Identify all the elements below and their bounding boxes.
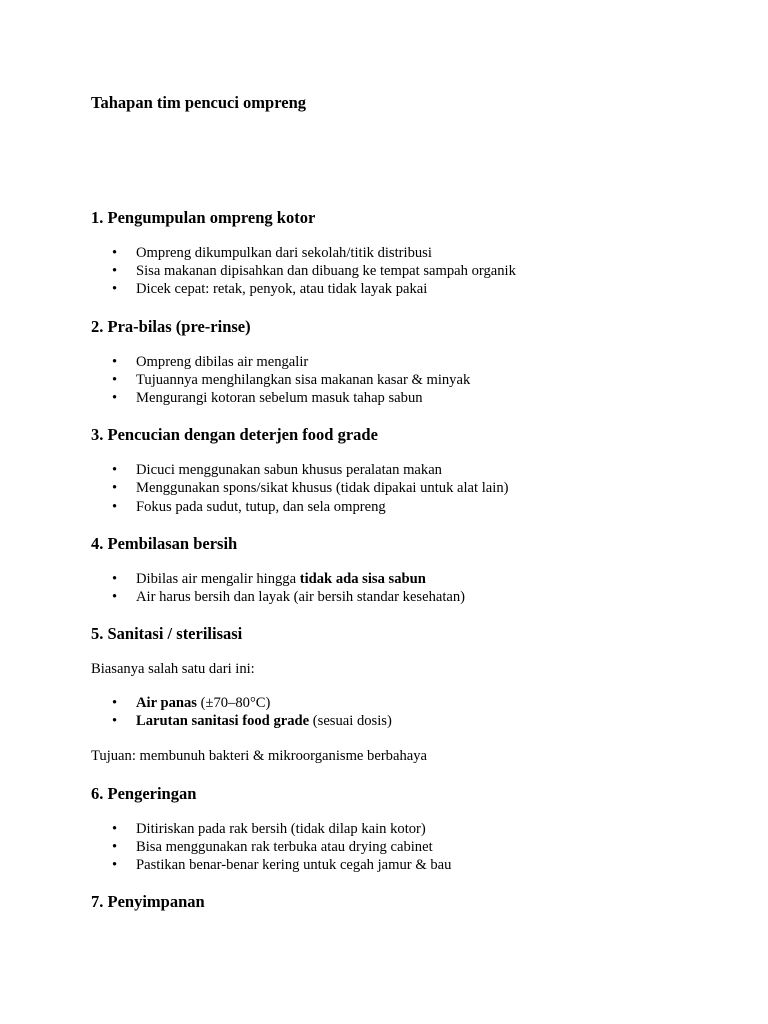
document-body: [91, 207, 731, 912]
section-heading-sanitasi: 5. Sanitasi / sterilisasi: [91, 624, 243, 644]
section-heading-pembilasan: 4. Pembilasan bersih: [91, 533, 238, 553]
document-title: Tahapan tim pencuci ompreng: [91, 93, 306, 112]
section-heading-pencucian: 3. Pencucian dengan deterjen food grade: [91, 425, 378, 445]
bullet-icon: •: [112, 462, 118, 479]
bullet-icon: •: [112, 588, 118, 605]
bullet-list-pencucian: [91, 461, 731, 516]
list-item: • Dicek cepat: retak, penyok, atau tidak layak pakai: [112, 281, 428, 298]
list-item: • Ditiriskan pada rak bersih (tidak dilap kain kotor): [112, 820, 426, 837]
bullet-icon: •: [112, 857, 118, 874]
list-item: • Ompreng dibilas air mengalir: [112, 353, 309, 370]
section-heading-penyimpanan: 7. Penyimpanan: [91, 892, 205, 912]
list-item: • Tujuannya menghilangkan sisa makanan kasar & minyak: [112, 371, 471, 388]
bullet-list-pra-bilas: [91, 353, 731, 408]
section-heading-pengeringan: 6. Pengeringan: [91, 783, 197, 803]
section-heading-pengumpulan: 1. Pengumpulan ompreng kotor: [91, 208, 316, 227]
list-item: • Air harus bersih dan layak (air bersih standar kesehatan): [112, 588, 466, 605]
bullet-list-pengumpulan: [91, 244, 731, 299]
list-item: • Air panas (±70–80°C): [112, 695, 271, 712]
list-item: • Dibilas air mengalir hingga tidak ada sisa sabun: [112, 570, 426, 587]
bullet-icon: •: [112, 498, 118, 515]
bullet-icon: •: [112, 713, 118, 730]
list-item: • Ompreng dikumpulkan dari sekolah/titik distribusi: [112, 245, 432, 261]
bullet-icon: •: [112, 820, 118, 837]
bullet-icon: •: [112, 839, 118, 855]
bullet-icon: •: [112, 281, 118, 298]
bullet-icon: •: [112, 353, 118, 370]
list-item: • Bisa menggunakan rak terbuka atau drying cabinet: [112, 839, 433, 855]
list-item: • Fokus pada sudut, tutup, dan sela ompreng: [112, 498, 386, 515]
list-item: • Pastikan benar-benar kering untuk cegah jamur & bau: [112, 857, 452, 874]
bullet-list-pembilasan: [91, 570, 731, 606]
bullet-list-sanitasi: [91, 694, 731, 730]
section-heading-pra-bilas: 2. Pra-bilas (pre-rinse): [91, 316, 251, 336]
bullet-icon: •: [112, 371, 118, 388]
list-item: • Mengurangi kotoran sebelum masuk tahap sabun: [112, 389, 423, 406]
section-intro-text: Biasanya salah satu dari ini:: [91, 661, 255, 678]
bullet-icon: •: [112, 263, 118, 280]
bullet-icon: •: [112, 389, 118, 406]
list-item: • Dicuci menggunakan sabun khusus peralatan makan: [112, 462, 442, 479]
list-item: • Menggunakan spons/sikat khusus (tidak dipakai untuk alat lain): [112, 480, 509, 497]
section-outro-text: Tujuan: membunuh bakteri & mikroorganisme berbahaya: [91, 747, 427, 764]
bullet-icon: •: [112, 245, 118, 261]
bullet-icon: •: [112, 480, 118, 497]
list-item: • Sisa makanan dipisahkan dan dibuang ke tempat sampah organik: [112, 263, 516, 280]
bullet-list-pengeringan: [91, 820, 731, 875]
bullet-icon: •: [112, 695, 118, 712]
list-item: • Larutan sanitasi food grade (sesuai dosis): [112, 713, 392, 730]
bullet-icon: •: [112, 570, 118, 587]
